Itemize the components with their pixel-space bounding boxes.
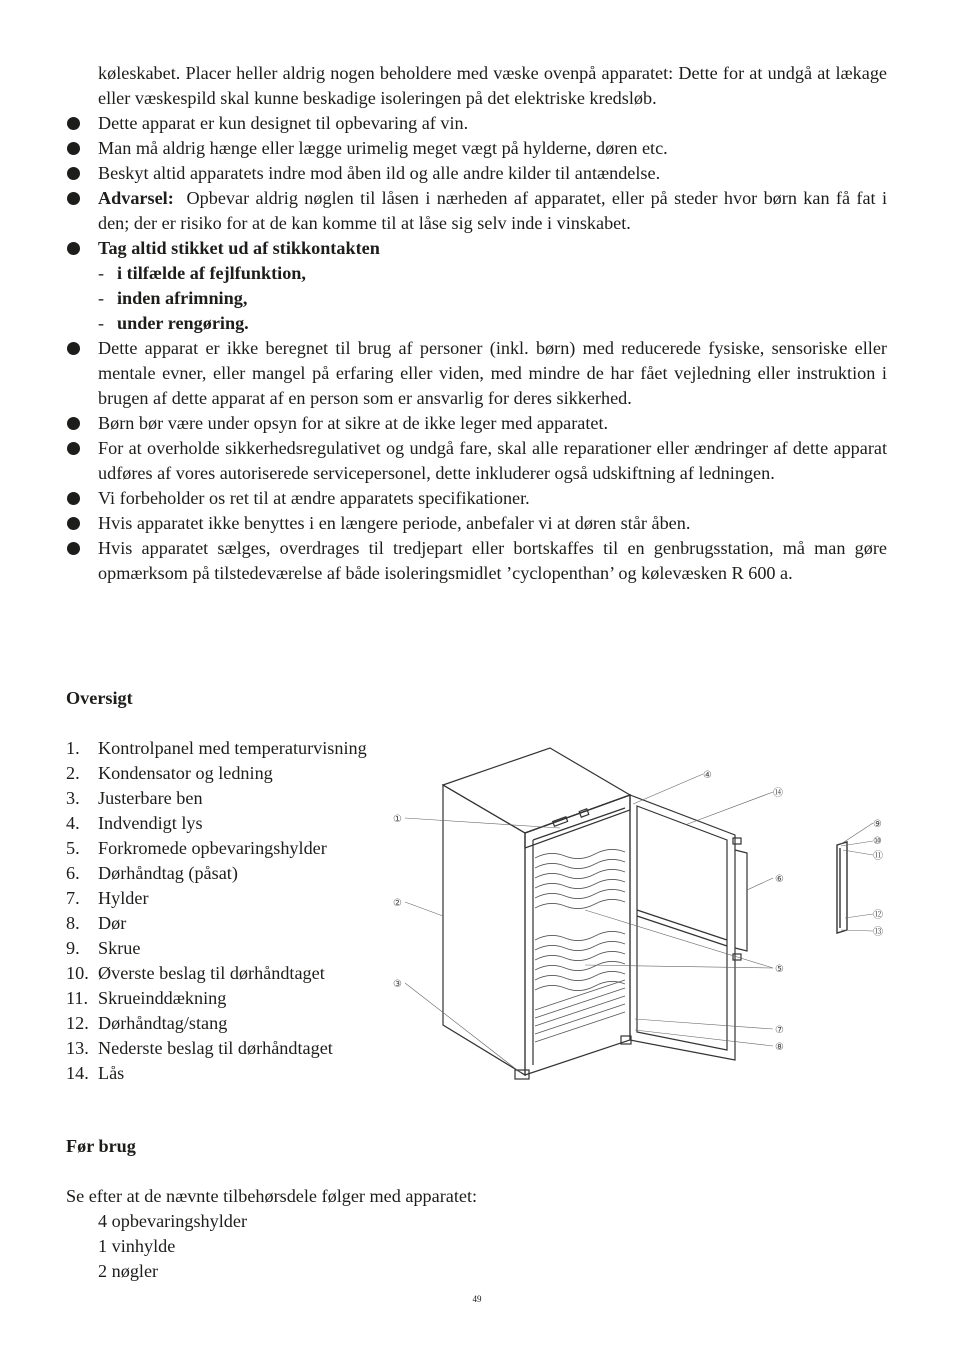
part-item: 1. Kontrolpanel med temperaturvisning <box>66 738 367 758</box>
wine-racks <box>535 849 625 1042</box>
callout-7: ⑦ <box>775 1025 784 1036</box>
part-item: 2. Kondensator og ledning <box>66 763 273 783</box>
leader-lines <box>405 774 873 1073</box>
wine-cooler-diagram <box>385 740 905 1090</box>
bullet-dot <box>67 117 80 130</box>
callout-12: ⑫ <box>873 910 883 921</box>
part-item: 12. Dørhåndtag/stang <box>66 1013 228 1033</box>
parts-list <box>66 736 376 1086</box>
part-item: 6. Dørhåndtag (påsat) <box>66 863 238 883</box>
callout-14: ⑭ <box>773 788 783 799</box>
callout-10: ⑩ <box>873 836 882 847</box>
bullet-item: Dette apparat er kun designet til opbevaring af vin. <box>66 111 887 136</box>
bullet-item-warning: Advarsel: Opbevar aldrig nøglen til låsen i nærheden af apparatet, eller på steder hvor børn kan få fat i den; der er risiko for at de kan komme til at låse sig selv inde i vinskabet. <box>66 186 887 236</box>
accessories-intro: Se efter at de nævnte tilbehørsdele følger med apparatet: <box>66 1186 478 1206</box>
intro-continuation: køleskabet. Placer heller aldrig nogen beholdere med væske ovenpå apparatet: Dette for at undgå at lækage eller væskespild skal kunne beskadige isoleringen på det elektriske kredsløb. <box>98 63 887 108</box>
bullet-item: Beskyt altid apparatets indre mod åben ild og alle andre kilder til antændelse. <box>66 161 887 186</box>
part-item: 13. Nederste beslag til dørhåndtaget <box>66 1038 333 1058</box>
open-door <box>630 795 747 1060</box>
safety-bullet-list <box>66 111 887 586</box>
part-item: 11. Skrueinddækning <box>66 988 227 1008</box>
part-item: 9. Skrue <box>66 938 141 958</box>
part-item: 14. Lås <box>66 1063 125 1083</box>
bullet-item: Man må aldrig hænge eller lægge urimelig meget vægt på hylderne, døren etc. <box>66 136 887 161</box>
callout-6: ⑥ <box>775 874 784 885</box>
bullet-item: For at overholde sikkerhedsregulativet og undgå fare, skal alle reparationer eller ændringer af dette apparat udføres af vores autoriserede servicepersonel, dette inkluderer også udskiftning af ledningen. <box>66 436 887 486</box>
callout-8: ⑧ <box>775 1042 784 1053</box>
accessory-item: 4 opbevaringshylder <box>98 1211 247 1231</box>
accessory-item: 2 nøgler <box>98 1261 159 1281</box>
bullet-item-unplug: Tag altid stikket ud af stikkontakten - i tilfælde af fejlfunktion, - inden afrimning, - under rengøring. <box>66 236 887 336</box>
separate-handle <box>837 842 847 933</box>
callout-11: ⑪ <box>873 851 883 862</box>
callout-13: ⑬ <box>873 927 883 938</box>
page-number: 49 <box>472 1294 482 1304</box>
callout-9: ⑨ <box>873 819 882 830</box>
bullet-item: Dette apparat er ikke beregnet til brug af personer (inkl. børn) med reducerede fysiske, sensoriske eller mentale evner, eller mangel på erfaring eller viden, med mindre de har fået vejledning eller instruktion i brugen af dette apparat af en person som er ansvarlig for deres sikkerhed. <box>66 336 887 411</box>
sub-item: - inden afrimning, <box>98 288 248 308</box>
bullet-dot <box>67 342 80 355</box>
part-item: 7. Hylder <box>66 888 149 908</box>
callout-4: ④ <box>703 770 712 781</box>
accessories-list <box>98 1209 247 1284</box>
callout-numbers <box>393 770 883 1053</box>
accessory-item: 1 vinhylde <box>98 1236 176 1256</box>
oversigt-heading: Oversigt <box>66 688 133 708</box>
bullet-dot <box>67 242 80 255</box>
bullet-dot <box>67 442 80 455</box>
bullet-dot <box>67 492 80 505</box>
part-item: 5. Forkromede opbevaringshylder <box>66 838 327 858</box>
bullet-dot <box>67 542 80 555</box>
part-item: 4. Indvendigt lys <box>66 813 203 833</box>
sub-item: - under rengøring. <box>98 313 249 333</box>
callout-5: ⑤ <box>775 964 784 975</box>
callout-2: ② <box>393 898 402 909</box>
callout-3: ③ <box>393 979 402 990</box>
bullet-dot <box>67 192 80 205</box>
unplug-sublist <box>98 261 887 336</box>
part-item: 10. Øverste beslag til dørhåndtaget <box>66 963 325 983</box>
bullet-item: Hvis apparatet sælges, overdrages til tredjepart eller bortskaffes til en genbrugsstation, må man gøre opmærksom på tilstedeværelse af både isoleringsmidlet ’cyclopenthan’ og kølevæsken R 600 a. <box>66 536 887 586</box>
bullet-dot <box>67 167 80 180</box>
sub-item: - i tilfælde af fejlfunktion, <box>98 263 306 283</box>
callout-1: ① <box>393 814 402 825</box>
part-item: 3. Justerbare ben <box>66 788 203 808</box>
bullet-dot <box>67 417 80 430</box>
cabinet-outline <box>443 748 631 1079</box>
bullet-item: Vi forbeholder os ret til at ændre apparatets specifikationer. <box>66 486 887 511</box>
bullet-dot <box>67 142 80 155</box>
bullet-item: Børn bør være under opsyn for at sikre at de ikke leger med apparatet. <box>66 411 887 436</box>
bullet-item: Hvis apparatet ikke benyttes i en længere periode, anbefaler vi at døren står åben. <box>66 511 887 536</box>
foer-brug-heading: Før brug <box>66 1136 136 1156</box>
bullet-dot <box>67 517 80 530</box>
warning-label: Advarsel: <box>98 188 174 208</box>
part-item: 8. Dør <box>66 913 127 933</box>
